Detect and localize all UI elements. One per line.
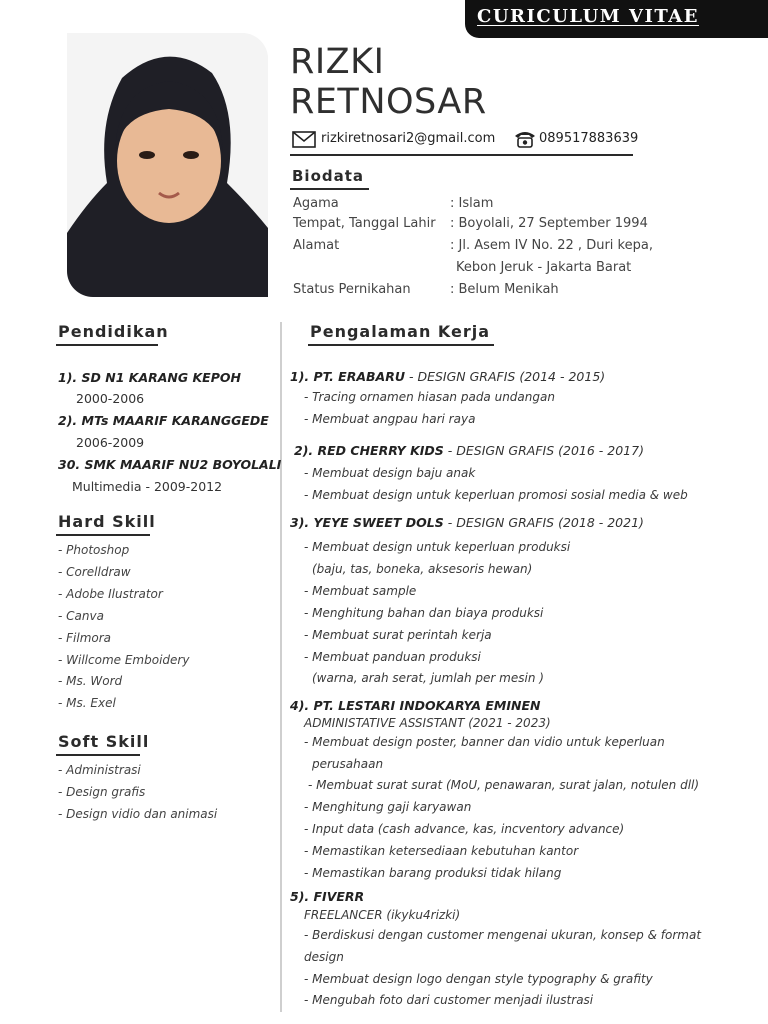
cv-banner	[465, 0, 768, 38]
hard-skill-item: - Filmora	[58, 631, 112, 645]
education-years-1: 2000-2006	[76, 391, 145, 406]
job-item: - Membuat design untuk keperluan promosi sosial media & web	[304, 488, 688, 502]
experience-underline	[308, 344, 494, 346]
job-item: - Membuat design baju anak	[304, 466, 476, 480]
bio-label-marital: Status Pernikahan	[293, 282, 411, 297]
job-item: - Membuat surat surat (MoU, penawaran, surat jalan, notulen dll)	[308, 778, 700, 792]
job-4-company: 4). PT. LESTARI INDOKARYA EMINEN	[290, 698, 541, 713]
job-item: - Mengubah foto dari customer menjadi ilustrasi	[304, 993, 594, 1007]
name-last: RETNOSAR	[290, 82, 487, 122]
job-company: 3). YEYE SWEET DOLS	[290, 515, 444, 530]
job-role: - DESIGN GRAFIS (2018 - 2021)	[443, 515, 644, 530]
soft-skill-item: - Administrasi	[58, 763, 141, 777]
job-4-role: ADMINISTATIVE ASSISTANT (2021 - 2023)	[304, 716, 551, 730]
bio-label-religion: Agama	[293, 196, 339, 211]
job-item: - Memastikan ketersediaan kebutuhan kantor	[304, 844, 579, 858]
profile-photo-illustration	[67, 33, 268, 297]
education-title: Pendidikan	[58, 322, 169, 341]
job-item: - Membuat surat perintah kerja	[304, 628, 492, 642]
bio-value-address-2: Kebon Jeruk - Jakarta Barat	[456, 260, 632, 275]
education-school-2: 2). MTs MAARIF KARANGGEDE	[58, 413, 269, 428]
job-item: perusahaan	[312, 757, 384, 771]
column-divider	[280, 322, 282, 1012]
hard-skill-title: Hard Skill	[58, 512, 156, 531]
job-item: - Menghitung gaji karyawan	[304, 800, 472, 814]
bio-label-address: Alamat	[293, 238, 340, 253]
hard-skill-item: - Photoshop	[58, 543, 130, 557]
job-item: - Memastikan barang produksi tidak hilang	[304, 866, 562, 880]
soft-skill-item: - Design grafis	[58, 785, 146, 799]
job-item: - Membuat angpau hari raya	[304, 412, 476, 426]
bio-value-address: : Jl. Asem IV No. 22 , Duri kepa,	[450, 238, 653, 253]
job-item: (warna, arah serat, jumlah per mesin )	[312, 671, 544, 685]
job-item: - Membuat design untuk keperluan produksi	[304, 540, 571, 554]
job-item: - Input data (cash advance, kas, incventory advance)	[304, 822, 625, 836]
job-5-company: 5). FIVERR	[290, 889, 365, 904]
job-role: - DESIGN GRAFIS (2014 - 2015)	[405, 369, 606, 384]
biodata-underline	[290, 188, 369, 190]
hard-skill-item: - Ms. Word	[58, 674, 123, 688]
phone-text: 089517883639	[539, 131, 639, 146]
email-text: rizkiretnosari2@gmail.com	[321, 131, 496, 146]
education-years-2: 2006-2009	[76, 435, 145, 450]
mail-icon	[292, 131, 316, 148]
job-item: design	[304, 950, 344, 964]
job-5-role: FREELANCER (ikyku4rizki)	[304, 908, 461, 922]
education-school-1: 1). SD N1 KARANG KEPOH	[58, 370, 241, 385]
hard-skill-item: - Willcome Emboidery	[58, 653, 190, 667]
education-school-3: 30. SMK MAARIF NU2 BOYOLALI	[58, 457, 282, 472]
job-item: - Menghitung bahan dan biaya produksi	[304, 606, 544, 620]
job-item: - Berdiskusi dengan customer mengenai ukuran, konsep & format	[304, 928, 702, 942]
job-1-header	[290, 369, 605, 384]
job-company: 2). RED CHERRY KIDS	[294, 443, 444, 458]
soft-skill-item: - Design vidio dan animasi	[58, 807, 218, 821]
soft-skill-underline	[56, 754, 140, 756]
job-item: - Membuat sample	[304, 584, 417, 598]
education-years-3: Multimedia - 2009-2012	[72, 479, 223, 494]
hard-skill-item: - Canva	[58, 609, 104, 623]
job-item: (baju, tas, boneka, aksesoris hewan)	[312, 562, 533, 576]
bio-value-birth: : Boyolali, 27 September 1994	[450, 216, 648, 231]
hard-skill-underline	[56, 534, 150, 536]
education-underline	[56, 344, 158, 346]
profile-photo	[67, 33, 268, 297]
phone-icon	[514, 130, 536, 148]
cv-banner-title: CURICULUM VITAE	[477, 6, 699, 27]
job-item: - Membuat design logo dengan style typography & grafity	[304, 972, 653, 986]
job-role: - DESIGN GRAFIS (2016 - 2017)	[443, 443, 644, 458]
bio-value-religion: : Islam	[450, 196, 494, 211]
biodata-title: Biodata	[292, 167, 365, 185]
bio-value-marital: : Belum Menikah	[450, 282, 559, 297]
job-2-header	[294, 443, 644, 458]
contact-divider	[290, 154, 633, 156]
job-item: - Tracing ornamen hiasan pada undangan	[304, 390, 555, 404]
bio-label-birth: Tempat, Tanggal Lahir	[293, 216, 436, 231]
soft-skill-title: Soft Skill	[58, 732, 150, 751]
hard-skill-item: - Corelldraw	[58, 565, 131, 579]
job-item: - Membuat panduan produksi	[304, 650, 481, 664]
hard-skill-item: - Ms. Exel	[58, 696, 116, 710]
job-3-header	[290, 515, 644, 530]
name-first: RIZKI	[290, 42, 385, 82]
job-company: 1). PT. ERABARU	[290, 369, 405, 384]
hard-skill-item: - Adobe Ilustrator	[58, 587, 163, 601]
job-item: - Membuat design poster, banner dan vidio untuk keperluan	[304, 735, 665, 749]
experience-title: Pengalaman Kerja	[310, 322, 491, 341]
